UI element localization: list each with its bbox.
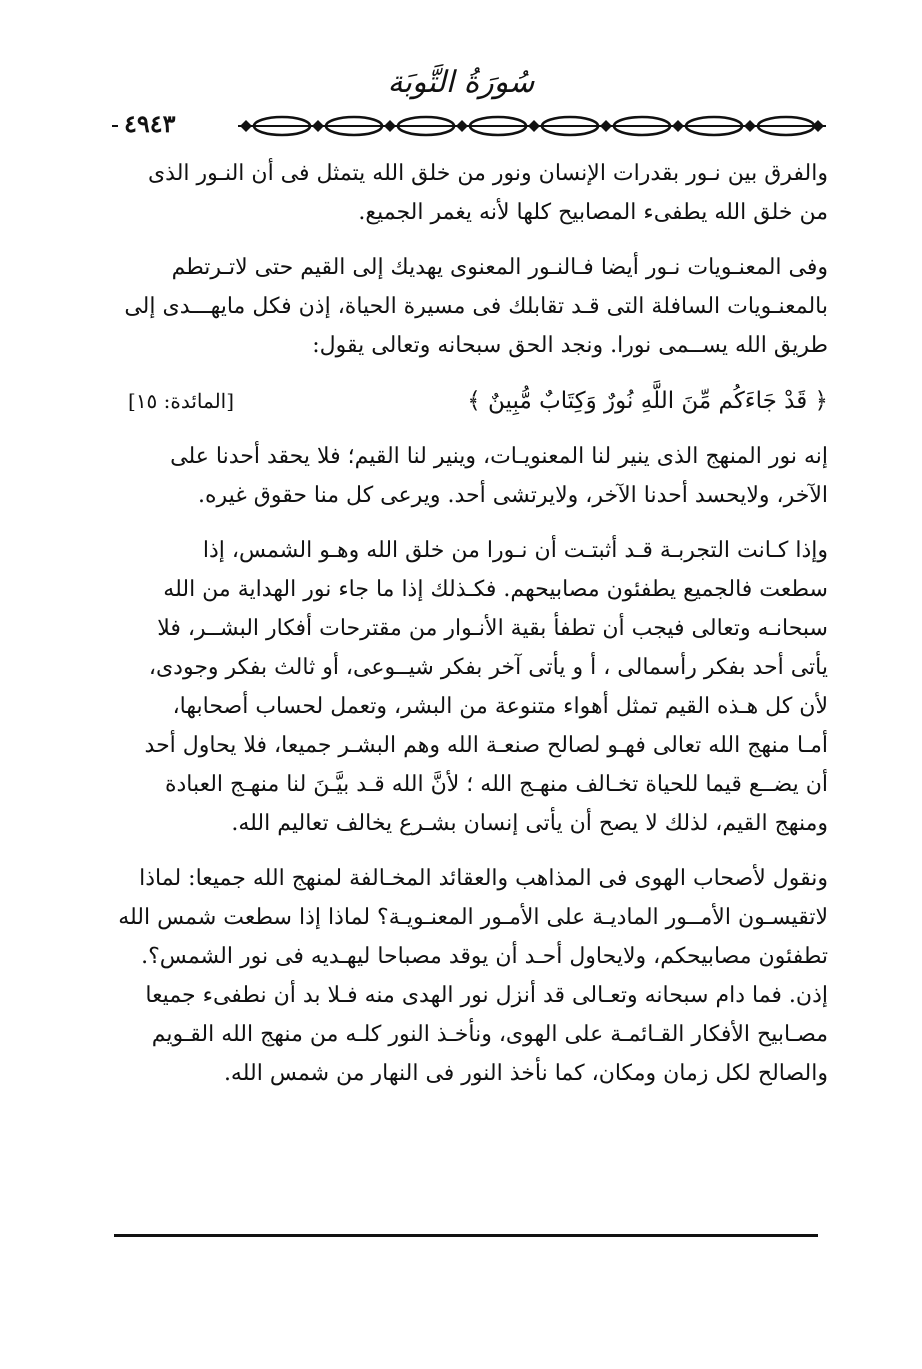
text-line: بالمعنـويات السافلة التى قـد تقابلك فى مسيرة الحياة، إذن فكل مايهـــدى إلى — [124, 294, 828, 319]
text-line: مصـابيح الأفكار القـائمـة على الهوى، ونأخـذ النور كلـه من منهج الله القـويم — [151, 1022, 828, 1047]
text-line: طريق الله يســمى نورا. ونجد الحق سبحانه وتعالى يقول: — [312, 333, 828, 358]
body-text — [106, 154, 828, 1093]
text-line: ونقول لأصحاب الهوى فى المذاهب والعقائد المخـالفة لمنهج الله جميعا: لماذا — [139, 866, 828, 891]
paragraph-1 — [106, 154, 828, 232]
text-line: والفرق بين نـور بقدرات الإنسان ونور من خلق الله يتمثل فى أن النـور الذى — [147, 161, 828, 186]
paragraph-2 — [106, 248, 828, 365]
paragraph-5 — [106, 859, 828, 1093]
text-line: لاتقيسـون الأمــور الماديـة على الأمـور المعنـويـة؟ لماذا إذا سطعت شمس الله — [118, 905, 828, 930]
verse-text: ﴿ قَدْ جَاءَكُم مِّنَ اللَّهِ نُورٌ وَكِتَابٌ مُّبِينٌ ﴾ — [467, 388, 828, 414]
surah-title: سُورَةُ التَّوبَة — [387, 65, 535, 100]
text-line: من خلق الله يطفىء المصابيح كلها لأنه يغمر الجميع. — [358, 200, 828, 225]
text-line: ومنهج القيم، لذلك لا يصح أن يأتى إنسان بشـرع يخالف تعاليم الله. — [231, 811, 828, 836]
text-line: لأن كل هـذه القيم تمثل أهواء متنوعة من البشر، وتعمل لحساب أصحابها، — [172, 694, 828, 719]
text-line: الآخر، ولايحسد أحدنا الآخر، ولايرتشى أحد. ويرعى كل منا حقوق غيره. — [197, 483, 828, 508]
text-line: يأتى أحد بفكر رأسمالى ، أ و يأتى آخر بفكر شيــوعى، أو ثالث بفكر وجودى، — [148, 655, 828, 680]
text-line: إنه نور المنهج الذى ينير لنا المعنويـات، وينير لنا القيم؛ فلا يحقد أحدنا على — [170, 444, 828, 469]
quran-verse — [106, 381, 828, 421]
paragraph-3 — [106, 437, 828, 515]
paragraph-4 — [106, 531, 828, 843]
text-line: سبحانـه وتعالى فيجب أن تطفأ بقية الأنـوار من مقترحات أفكار البشــر، فلا — [157, 616, 828, 641]
text-line: أن يضــع قيما للحياة تخـالف منهـج الله ؛ لأنَّ الله قـد بيَّـنَ لنا منهـج العبادة — [164, 772, 828, 797]
text-line: وإذا كـانت التجربـة قـد أثبتـت أن نـورا من خلق الله وهـو الشمس، إذا — [202, 538, 828, 563]
text-line: أمـا منهج الله تعالى فهـو لصالح صنعـة الله وهم البشـر جميعا، فلا يحاول أحد — [144, 733, 828, 758]
text-line: سطعت فالجميع يطفئون مصابيحهم. فكـذلك إذا ما جاء نور الهداية من الله — [163, 577, 828, 602]
text-line: تطفئون مصابيحكم، ولايحاول أحـد أن يوقد مصباحا ليهـديه فى نور الشمس؟. — [141, 944, 828, 969]
page-number: ٤٩٤٣ — [118, 106, 238, 142]
text-line: إذن. فما دام سبحانه وتعـالى قد أنزل نور الهدى منه فـلا بد أن نطفىء جميعا — [145, 983, 828, 1008]
bottom-divider — [114, 1234, 818, 1237]
text-line: والصالح لكل زمان ومكان، كما نأخذ النور فى النهار من شمس الله. — [223, 1061, 828, 1086]
text-line: وفى المعنـويات نـور أيضا فـالنـور المعنوى يهديك إلى القيم حتى لاتـرتطم — [171, 255, 828, 280]
verse-reference: [المائدة: ١٥] — [128, 389, 235, 413]
